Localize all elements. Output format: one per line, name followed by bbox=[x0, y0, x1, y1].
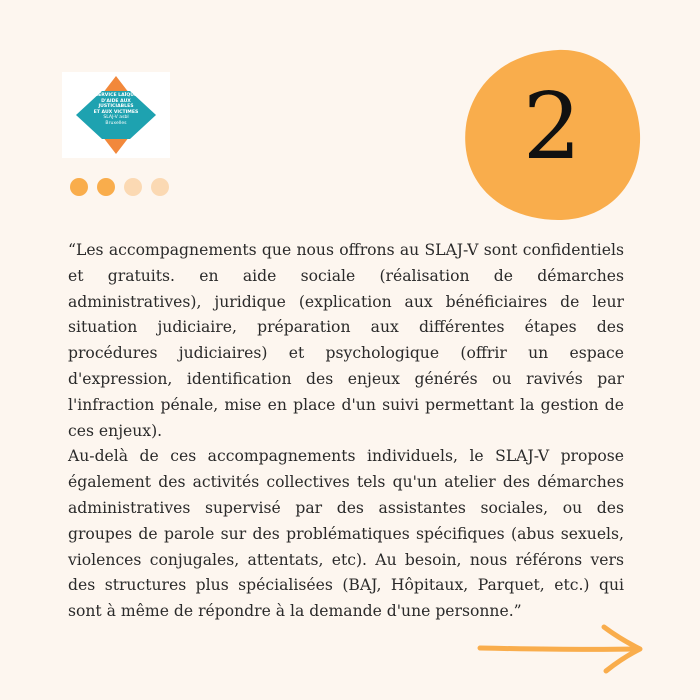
body-paragraph-1: “Les accompagnements que nous offrons au SLAJ-V sont confidentiels et gratuits. en aide sociale (réalisation de démarches administratives), juridique (explication aux bénéficiaires de leur situation judiciaire, préparation aux différentes étapes des procédures judiciaires) et psychologique (offrir un espace d'expression, identification des enjeux générés ou ravivés par l'infraction pénale, mise en place d'un suivi permettant la gestion de ces enjeux). bbox=[68, 241, 624, 440]
pagination-dot-1[interactable] bbox=[70, 178, 88, 196]
body-paragraph-2: Au-delà de ces accompagnements individuels, le SLAJ-V propose également des activités collectives tels qu'un atelier des démarches administratives supervisé par des assistantes sociales, ou des groupes de parole sur des problématiques spécifiques (abus sexuels, violences conjugales, attentats, etc). Au besoin, nous référons vers des structures plus spécialisées (BAJ, Hôpitaux, Parquet, etc.) qui sont à même de répondre à la demande d'une personne.” bbox=[68, 447, 624, 621]
organization-logo bbox=[62, 72, 170, 158]
logo-line: ET AUX VICTIMES bbox=[93, 109, 139, 115]
logo-subline: SLAJ-V asbl bbox=[103, 115, 129, 121]
logo-text bbox=[62, 93, 170, 127]
logo-line: D'AIDE AUX bbox=[101, 98, 131, 104]
pagination-dot-4[interactable] bbox=[151, 178, 169, 196]
logo-line: SERVICE LAÏQUE bbox=[94, 93, 138, 98]
body-text bbox=[68, 238, 624, 625]
page-number: 2 bbox=[522, 73, 582, 180]
logo-line: JUSTICIABLES bbox=[98, 104, 134, 110]
pagination-dot-2[interactable] bbox=[97, 178, 115, 196]
logo-subline: Bruxelles bbox=[105, 120, 127, 126]
arrow-right-icon[interactable] bbox=[476, 622, 648, 676]
pagination-dot-3[interactable] bbox=[124, 178, 142, 196]
